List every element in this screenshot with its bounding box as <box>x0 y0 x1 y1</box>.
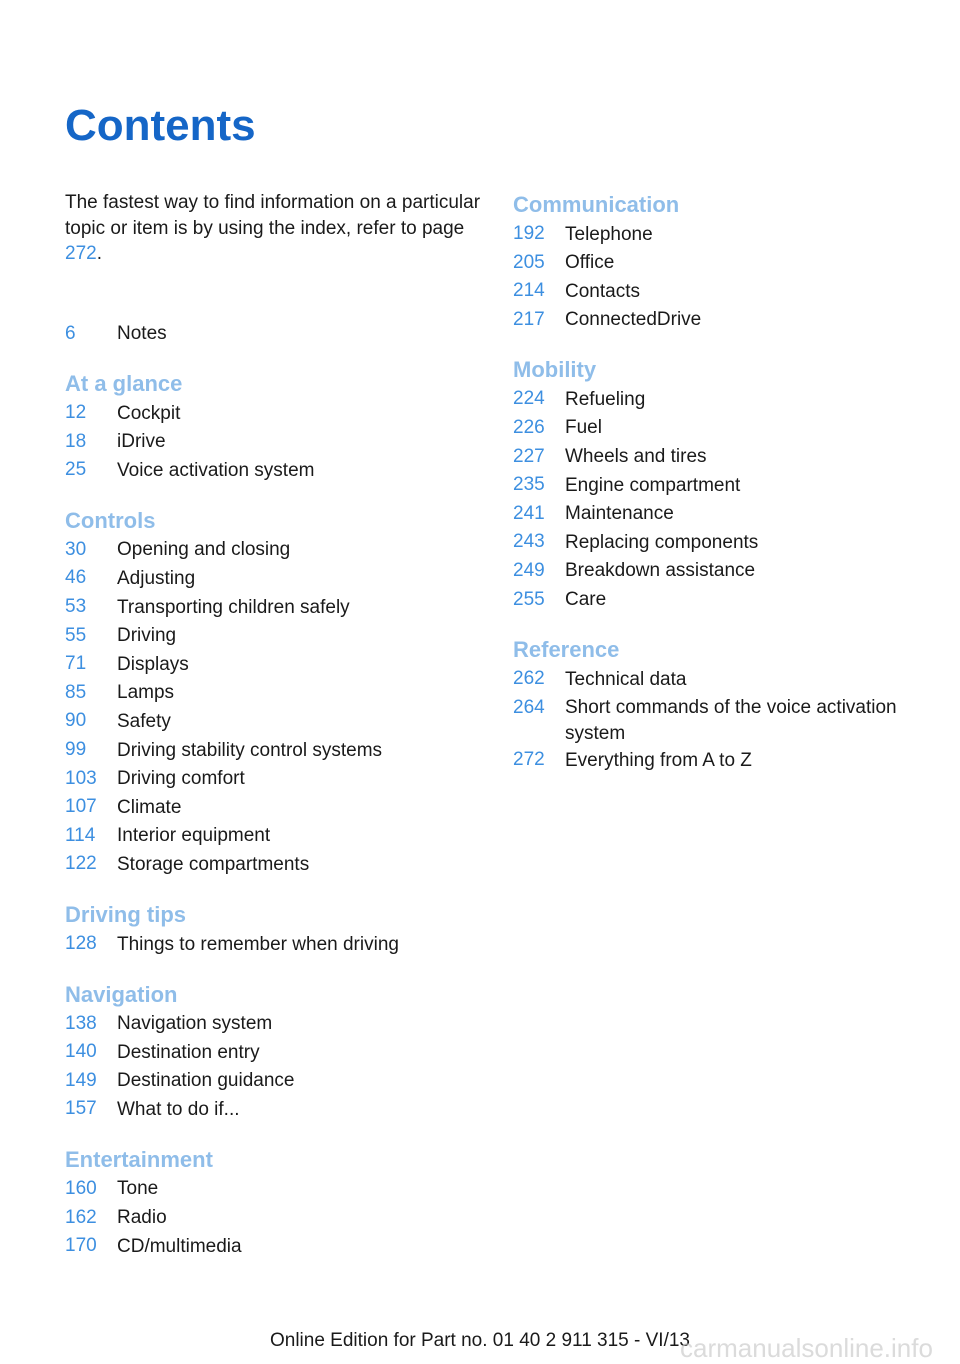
toc-entry-label: Contacts <box>565 280 640 302</box>
toc-entry-label: Notes <box>117 323 167 344</box>
toc-entry[interactable] <box>513 443 923 472</box>
toc-page-number[interactable]: 30 <box>65 538 87 560</box>
toc-page-number[interactable]: 149 <box>65 1069 97 1091</box>
toc-entry[interactable] <box>65 822 485 851</box>
toc-page-number[interactable]: 205 <box>513 251 545 273</box>
contents-right-column <box>513 190 923 775</box>
toc-page-number[interactable]: 241 <box>513 502 545 524</box>
intro-text: The fastest way to find information on a particular topic or item is by using the index, refer to page <box>65 192 481 239</box>
toc-page-number[interactable]: 227 <box>513 445 545 467</box>
toc-entry-label: CD/multimedia <box>117 1235 242 1257</box>
toc-entry[interactable] <box>65 593 485 622</box>
toc-entry[interactable] <box>65 850 485 879</box>
toc-page-number[interactable]: 226 <box>513 416 545 438</box>
toc-page-number[interactable]: 55 <box>65 624 87 646</box>
toc-entry-notes[interactable] <box>65 320 485 349</box>
toc-entry-list <box>65 536 485 879</box>
toc-section <box>65 506 485 879</box>
toc-page-number[interactable]: 114 <box>65 824 96 846</box>
toc-entry[interactable] <box>513 500 923 529</box>
toc-page-number[interactable]: 140 <box>65 1041 97 1063</box>
toc-entry[interactable] <box>65 679 485 708</box>
toc-page-number[interactable]: 71 <box>65 653 87 675</box>
toc-entry[interactable] <box>65 650 485 679</box>
toc-page-number[interactable]: 249 <box>513 559 545 581</box>
toc-entry-label: Voice activation system <box>117 459 315 481</box>
toc-entry[interactable] <box>65 736 485 765</box>
toc-entry-label: Climate <box>117 796 182 818</box>
toc-entry-label: Refueling <box>565 388 646 410</box>
toc-entry[interactable] <box>513 746 923 775</box>
toc-entry-label: Transporting children safely <box>117 596 350 618</box>
toc-entry-list <box>65 1010 485 1124</box>
section-heading: At a glance <box>65 371 183 397</box>
toc-page-number[interactable]: 192 <box>513 223 545 244</box>
toc-entry-list <box>65 1175 485 1261</box>
intro-paragraph <box>65 190 485 267</box>
toc-entry[interactable] <box>513 528 923 557</box>
toc-entry-label: Engine compartment <box>565 474 741 496</box>
index-page-link[interactable]: 272 <box>65 243 97 264</box>
toc-page-number[interactable]: 103 <box>65 767 97 789</box>
section-heading: Reference <box>513 637 620 663</box>
toc-entry-label: Destination entry <box>117 1041 260 1063</box>
toc-entry[interactable] <box>65 793 485 822</box>
toc-entry-list <box>513 220 923 334</box>
toc-entry-list <box>513 385 923 614</box>
toc-section <box>65 900 485 959</box>
toc-section <box>65 369 485 485</box>
toc-section <box>65 980 485 1124</box>
toc-entry-label: Lamps <box>117 682 175 704</box>
toc-entry-label: Destination guidance <box>117 1070 295 1092</box>
toc-entry[interactable] <box>65 1204 485 1233</box>
toc-entry[interactable] <box>65 536 485 565</box>
toc-section <box>65 1145 485 1261</box>
toc-entry[interactable] <box>65 564 485 593</box>
toc-page-number[interactable]: 255 <box>513 588 545 610</box>
toc-page-number[interactable]: 235 <box>513 474 545 496</box>
toc-entry[interactable] <box>513 277 923 306</box>
toc-page-number[interactable]: 107 <box>65 796 97 818</box>
toc-entry-list <box>65 930 485 959</box>
toc-page-number[interactable]: 243 <box>513 531 545 553</box>
toc-entry-list <box>65 399 485 485</box>
watermark-logo: carmanualsonline.info <box>680 1333 933 1363</box>
toc-entry-label: Safety <box>117 710 171 732</box>
toc-entry[interactable] <box>65 1095 485 1124</box>
toc-page-number[interactable]: 224 <box>513 388 545 410</box>
toc-entry[interactable] <box>513 306 923 335</box>
toc-entry-list <box>513 665 923 775</box>
toc-page-number[interactable]: 90 <box>65 710 87 732</box>
toc-entry[interactable] <box>513 694 923 747</box>
page-title: Contents <box>65 101 256 150</box>
toc-entry-label: Cockpit <box>117 402 181 424</box>
toc-entry-label: Tone <box>117 1178 159 1200</box>
toc-entry[interactable] <box>513 586 923 615</box>
toc-entry-label: Technical data <box>565 668 687 690</box>
toc-entry[interactable] <box>513 557 923 586</box>
toc-entry[interactable] <box>513 665 923 694</box>
toc-entry[interactable] <box>65 1067 485 1096</box>
toc-page-number[interactable]: 138 <box>65 1012 97 1034</box>
toc-page-number[interactable]: 272 <box>513 749 545 771</box>
toc-page-number[interactable]: 6 <box>65 322 76 344</box>
section-heading: Mobility <box>513 357 597 383</box>
toc-entry[interactable] <box>65 456 485 485</box>
toc-entry-label: Things to remember when driving <box>117 933 399 955</box>
toc-entry[interactable] <box>65 765 485 794</box>
toc-entry-label: Interior equipment <box>117 825 271 847</box>
toc-page-number[interactable]: 25 <box>65 459 87 481</box>
right-sections <box>513 190 923 775</box>
toc-entry-label: Radio <box>117 1207 167 1229</box>
toc-entry-label: Replacing components <box>565 531 759 553</box>
toc-entry-label: Fuel <box>565 417 602 439</box>
toc-page-number[interactable]: 264 <box>513 696 545 718</box>
toc-entry[interactable] <box>513 249 923 278</box>
toc-page-number[interactable]: 160 <box>65 1177 97 1199</box>
toc-page-number[interactable]: 170 <box>65 1235 97 1257</box>
toc-page-number[interactable]: 262 <box>513 668 545 690</box>
section-heading: Driving tips <box>65 902 187 927</box>
toc-entry-label: Wheels and tires <box>565 446 707 468</box>
toc-entry[interactable] <box>65 707 485 736</box>
toc-page-number[interactable]: 12 <box>65 402 87 424</box>
toc-page-number[interactable]: 99 <box>65 739 87 761</box>
toc-section <box>513 355 923 614</box>
contents-left-column <box>65 190 485 1261</box>
toc-entry-label: Driving <box>117 625 177 647</box>
notes-entry-list <box>65 320 485 349</box>
footer-edition: Online Edition for Part no. 01 40 2 911 315 - VI/13 <box>269 1330 691 1351</box>
toc-page-number[interactable]: 162 <box>65 1206 97 1228</box>
toc-page-number[interactable]: 128 <box>65 933 97 954</box>
toc-entry[interactable] <box>513 471 923 500</box>
toc-entry[interactable] <box>65 622 485 651</box>
toc-entry-label: Office <box>565 252 615 274</box>
toc-entry-label: Storage compartments <box>117 853 310 875</box>
toc-section <box>513 635 923 775</box>
section-heading: Communication <box>513 192 680 217</box>
toc-entry-label: Everything from A to Z <box>565 749 752 771</box>
toc-entry-label: Telephone <box>565 223 653 245</box>
toc-entry-label: Displays <box>117 653 189 675</box>
toc-entry[interactable] <box>513 385 923 414</box>
toc-page-number[interactable]: 18 <box>65 430 87 452</box>
toc-entry[interactable] <box>65 930 485 959</box>
toc-section <box>513 190 923 334</box>
toc-entry-label: Adjusting <box>117 567 196 589</box>
toc-entry[interactable] <box>513 414 923 443</box>
intro-text-end: . <box>96 243 102 264</box>
toc-entry-label: Opening and closing <box>117 539 291 561</box>
toc-entry[interactable] <box>65 1232 485 1261</box>
toc-page-number[interactable]: 217 <box>513 308 545 330</box>
toc-entry[interactable] <box>65 1038 485 1067</box>
left-sections <box>65 369 485 1261</box>
toc-entry-label: Maintenance <box>565 503 674 525</box>
toc-entry-label: What to do if... <box>117 1098 240 1120</box>
toc-entry-label: Driving stability control systems <box>117 739 383 761</box>
toc-entry-label: Breakdown assistance <box>565 560 756 582</box>
toc-entry-label: iDrive <box>117 431 166 453</box>
toc-entry[interactable] <box>65 428 485 457</box>
section-heading: Controls <box>65 507 156 533</box>
toc-page-number[interactable]: 214 <box>513 280 545 302</box>
section-heading: Entertainment <box>65 1146 213 1172</box>
toc-entry[interactable] <box>513 220 923 249</box>
toc-entry-label: Navigation system <box>117 1013 273 1035</box>
toc-entry[interactable] <box>65 399 485 428</box>
section-heading: Navigation <box>65 981 178 1007</box>
toc-page-number[interactable]: 122 <box>65 853 97 875</box>
toc-entry-label: Driving comfort <box>117 768 245 790</box>
toc-entry[interactable] <box>65 1175 485 1204</box>
toc-page-number[interactable]: 85 <box>65 681 87 703</box>
toc-entry-label: Care <box>565 589 607 611</box>
toc-page-number[interactable]: 53 <box>65 596 87 618</box>
toc-entry-label: ConnectedDrive <box>565 309 702 331</box>
toc-page-number[interactable]: 157 <box>65 1098 97 1120</box>
toc-page-number[interactable]: 46 <box>65 567 87 589</box>
toc-entry[interactable] <box>65 1010 485 1039</box>
toc-entry-label: Short commands of the voice activation system <box>565 697 897 744</box>
